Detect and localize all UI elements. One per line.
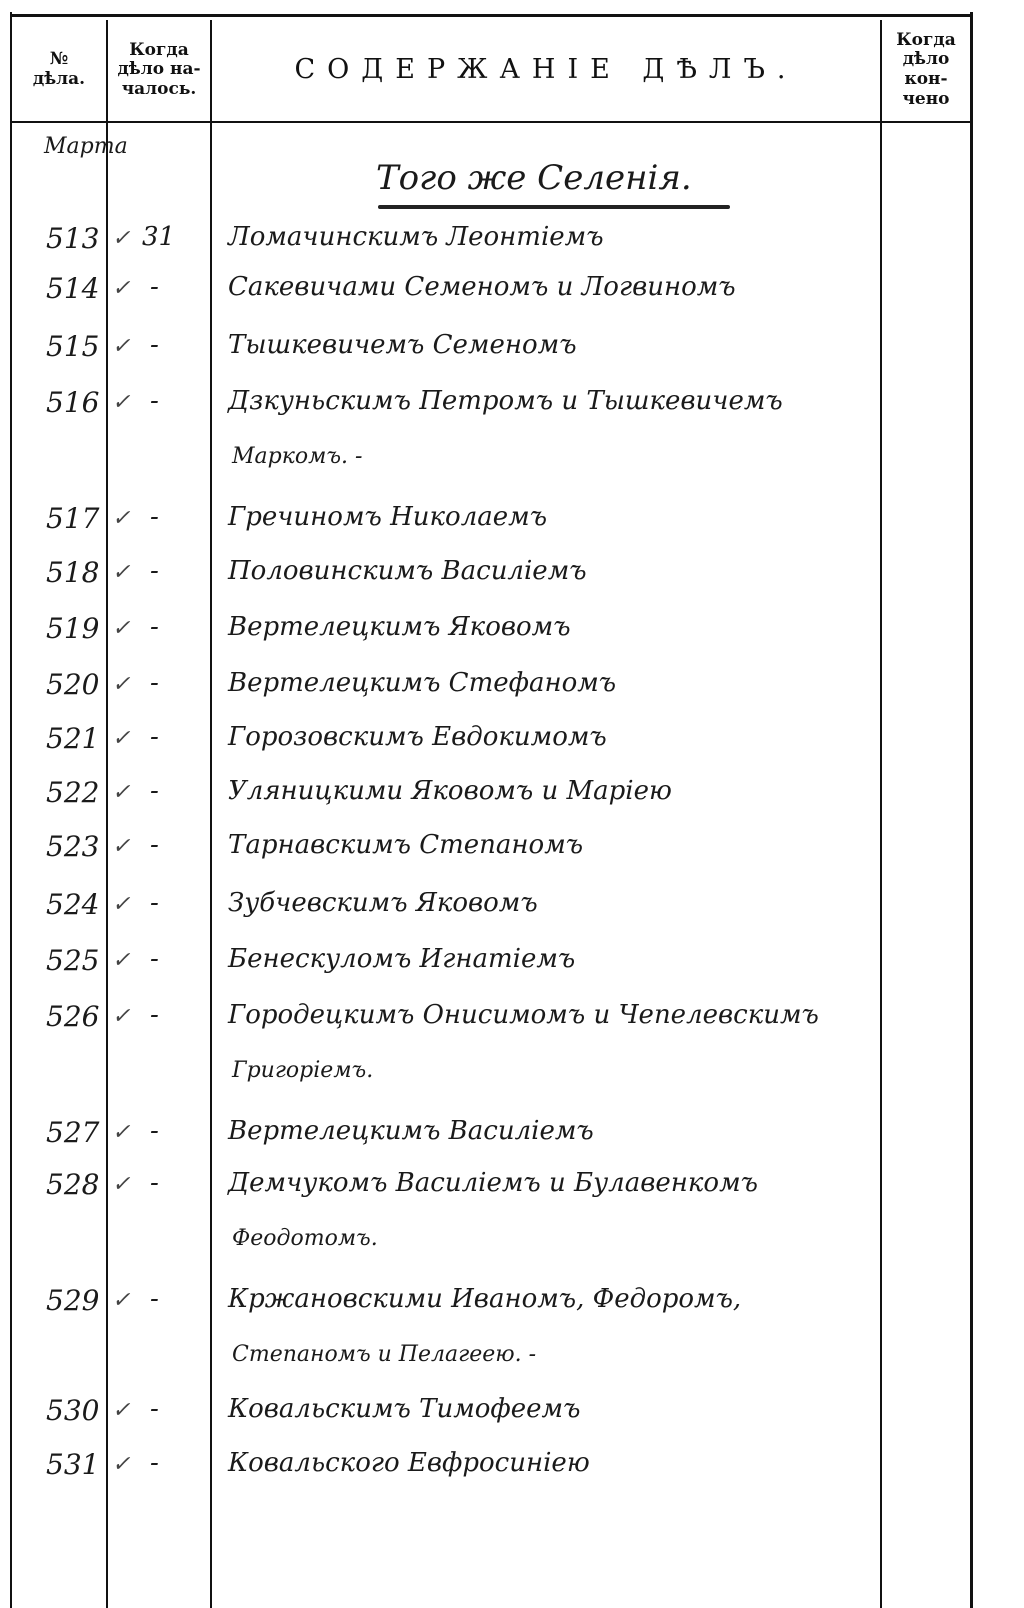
entry-number: 514 [46, 272, 100, 305]
entry-number: 519 [46, 612, 100, 645]
entry-text: Тарнавскимъ Степаномъ [228, 830, 584, 860]
check-mark-icon: ✓ [112, 1288, 131, 1313]
col-divider-3 [880, 20, 882, 1608]
entry-start-date: - [150, 722, 159, 752]
check-mark-icon: ✓ [112, 560, 131, 585]
entry-continuation: Степаномъ и Пелагеею. - [232, 1342, 537, 1367]
header-started [108, 22, 210, 118]
header-number [12, 22, 106, 118]
check-mark-icon: ✓ [112, 1398, 131, 1423]
entry-number: 513 [46, 222, 100, 255]
check-mark-icon: ✓ [112, 948, 131, 973]
entry-text: Дзкуньскимъ Петромъ и Тышкевичемъ [228, 386, 783, 416]
entry-start-date: - [150, 944, 159, 974]
entry-number: 517 [46, 502, 100, 535]
entry-start-date: - [150, 668, 159, 698]
entry-number: 522 [46, 776, 100, 809]
left-border [10, 12, 12, 1608]
entry-continuation: Маркомъ. - [232, 444, 363, 469]
entry-number: 527 [46, 1116, 100, 1149]
entry-number: 528 [46, 1168, 100, 1201]
month-note: Марта [44, 134, 128, 159]
header-rule [10, 121, 973, 123]
heading-underline [378, 205, 730, 209]
entry-start-date: - [150, 502, 159, 532]
entry-text: Тышкевичемъ Семеномъ [228, 330, 577, 360]
entry-start-date: - [150, 612, 159, 642]
entry-text: Кржановскими Иваномъ, Федоромъ, [228, 1284, 742, 1314]
check-mark-icon: ✓ [112, 390, 131, 415]
check-mark-icon: ✓ [112, 1004, 131, 1029]
entry-start-date: - [150, 1116, 159, 1146]
entry-start-date: - [150, 272, 159, 302]
entry-number: 524 [46, 888, 100, 921]
entry-text: Половинскимъ Василіемъ [228, 556, 587, 586]
col-divider-1 [106, 20, 108, 1608]
entry-text: Уляницкими Яковомъ и Маріею [228, 776, 672, 806]
entry-number: 520 [46, 668, 100, 701]
entry-text: Вертелецкимъ Яковомъ [228, 612, 571, 642]
entry-start-date: 31 [142, 222, 176, 252]
entry-number: 515 [46, 330, 100, 363]
entry-start-date: - [150, 1000, 159, 1030]
entry-number: 523 [46, 830, 100, 863]
entry-text: Сакевичами Семеномъ и Логвиномъ [228, 272, 736, 302]
entry-number: 518 [46, 556, 100, 589]
entry-start-date: - [150, 776, 159, 806]
entry-text: Вертелецкимъ Стефаномъ [228, 668, 617, 698]
check-mark-icon: ✓ [112, 226, 131, 251]
top-border [10, 14, 973, 17]
entry-start-date: - [150, 556, 159, 586]
entry-text: Ковальского Евфросиніею [228, 1448, 590, 1478]
check-mark-icon: ✓ [112, 1452, 131, 1477]
entry-start-date: - [150, 888, 159, 918]
entry-number: 521 [46, 722, 100, 755]
entry-continuation: Григоріемъ. [232, 1058, 374, 1083]
entry-number: 526 [46, 1000, 100, 1033]
entry-start-date: - [150, 1168, 159, 1198]
header-number-label: № дѣла. [32, 49, 86, 89]
entry-text: Вертелецкимъ Василіемъ [228, 1116, 594, 1146]
header-finished-label: Когда дѣло кон- чено [896, 29, 956, 109]
entry-number: 530 [46, 1394, 100, 1427]
section-heading: Того же Селенія. [376, 158, 692, 198]
right-border [970, 12, 973, 1608]
entry-number: 531 [46, 1448, 100, 1481]
entry-text: Ковальскимъ Тимофеемъ [228, 1394, 581, 1424]
entry-text: Ломачинскимъ Леонтіемъ [228, 222, 604, 252]
entry-start-date: - [150, 1394, 159, 1424]
header-finished [882, 22, 970, 118]
check-mark-icon: ✓ [112, 892, 131, 917]
entry-text: Горозовскимъ Евдокимомъ [228, 722, 607, 752]
check-mark-icon: ✓ [112, 334, 131, 359]
header-started-label: Когда дѣло на- чалось. [117, 39, 201, 99]
check-mark-icon: ✓ [112, 780, 131, 805]
entry-start-date: - [150, 1284, 159, 1314]
header-contents-label: СОДЕРЖАНІЕ ДѢЛЪ. [294, 54, 798, 86]
entry-start-date: - [150, 330, 159, 360]
check-mark-icon: ✓ [112, 276, 131, 301]
entry-start-date: - [150, 1448, 159, 1478]
entry-text: Зубчевскимъ Яковомъ [228, 888, 538, 918]
entry-text: Городецкимъ Онисимомъ и Чепелевскимъ [228, 1000, 819, 1030]
check-mark-icon: ✓ [112, 672, 131, 697]
entry-continuation: Феодотомъ. [232, 1226, 378, 1251]
check-mark-icon: ✓ [112, 616, 131, 641]
entry-text: Демчукомъ Василіемъ и Булавенкомъ [228, 1168, 758, 1198]
check-mark-icon: ✓ [112, 834, 131, 859]
check-mark-icon: ✓ [112, 726, 131, 751]
check-mark-icon: ✓ [112, 506, 131, 531]
check-mark-icon: ✓ [112, 1120, 131, 1145]
header-contents [212, 22, 880, 118]
entry-text: Гречиномъ Николаемъ [228, 502, 548, 532]
entry-number: 525 [46, 944, 100, 977]
entry-start-date: - [150, 386, 159, 416]
col-divider-2 [210, 20, 212, 1608]
entry-start-date: - [150, 830, 159, 860]
entry-number: 516 [46, 386, 100, 419]
check-mark-icon: ✓ [112, 1172, 131, 1197]
entry-text: Бенескуломъ Игнатіемъ [228, 944, 576, 974]
entry-number: 529 [46, 1284, 100, 1317]
